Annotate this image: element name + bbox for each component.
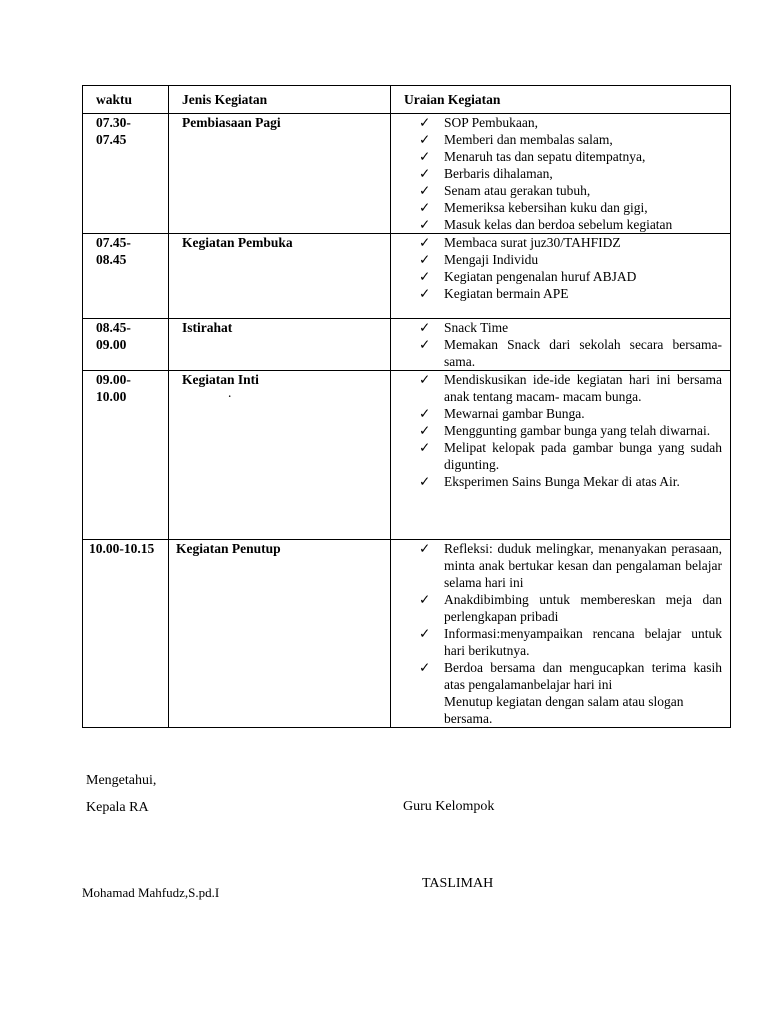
- time-cell: [83, 319, 169, 371]
- list-item: [419, 319, 722, 336]
- activity-list: [419, 371, 722, 490]
- kepala-name: Mohamad Mahfudz,S.pd.I: [82, 885, 220, 900]
- check-icon: ✓: [419, 626, 431, 641]
- time-range: 10.00-10.15: [89, 541, 155, 556]
- list-item-text: Mewarnai gambar Bunga.: [444, 406, 585, 421]
- list-item-text: Membaca surat juz30/TAHFIDZ: [444, 235, 621, 250]
- check-icon: ✓: [419, 372, 431, 387]
- check-icon: ✓: [419, 286, 431, 301]
- list-item-text: Melipat kelopak pada gambar bunga yang sudah digunting.: [444, 440, 722, 472]
- activity-description-cell: [391, 540, 731, 728]
- check-icon: ✓: [419, 541, 431, 556]
- check-icon: ✓: [419, 132, 431, 147]
- activity-list: [419, 114, 722, 233]
- check-icon: ✓: [419, 337, 431, 352]
- list-item: [419, 625, 722, 659]
- header-waktu: waktu: [83, 86, 169, 114]
- time-end: 07.45: [96, 132, 127, 147]
- activity-type-cell: Kegiatan Penutup: [169, 540, 391, 728]
- list-item: [419, 591, 722, 625]
- list-item-text: Memakan Snack dari sekolah secara bersama-sama.: [444, 337, 722, 369]
- list-item: [419, 234, 722, 251]
- table-row: [83, 234, 731, 319]
- check-icon: ✓: [419, 474, 431, 489]
- list-item: [419, 285, 722, 302]
- activity-list: [419, 319, 722, 370]
- list-item: [419, 182, 722, 199]
- list-item: [419, 439, 722, 473]
- activity-type-cell: [169, 371, 391, 540]
- check-icon: ✓: [419, 592, 431, 607]
- closing-note: [419, 693, 722, 727]
- table-row: [83, 114, 731, 234]
- activity-type-cell: Pembiasaan Pagi: [169, 114, 391, 234]
- check-icon: ✓: [419, 269, 431, 284]
- time-end: 10.00: [96, 389, 127, 404]
- list-item-text: SOP Pembukaan,: [444, 115, 538, 130]
- list-item-text: Menaruh tas dan sepatu ditempatnya,: [444, 149, 646, 164]
- activity-type-label: Kegiatan Inti: [182, 372, 259, 387]
- list-item-text: Berbaris dihalaman,: [444, 166, 553, 181]
- list-item-text: Mendiskusikan ide-ide kegiatan hari ini bersama anak tentang macam- macam bunga.: [444, 372, 722, 404]
- list-item: [419, 659, 722, 693]
- mengetahui-label: Mengetahui,: [86, 773, 157, 788]
- list-item-text: Masuk kelas dan berdoa sebelum kegiatan: [444, 217, 673, 232]
- time-start: 09.00-: [96, 372, 131, 387]
- closing-note-text: Menutup kegiatan dengan salam atau slogan bersama.: [444, 694, 684, 726]
- activity-description-cell: [391, 319, 731, 371]
- stray-mark: .: [228, 385, 232, 400]
- activity-description-cell: [391, 234, 731, 319]
- time-start: 07.45-: [96, 235, 131, 250]
- activity-type-cell: Istirahat: [169, 319, 391, 371]
- check-icon: ✓: [419, 440, 431, 455]
- time-start: 08.45-: [96, 320, 131, 335]
- time-cell: [83, 114, 169, 234]
- time-cell: [83, 371, 169, 540]
- check-icon: ✓: [419, 235, 431, 250]
- list-item-text: Snack Time: [444, 320, 509, 335]
- kepala-title: Kepala RA: [86, 800, 149, 815]
- time-end: 08.45: [96, 252, 127, 267]
- list-item-text: Memeriksa kebersihan kuku dan gigi,: [444, 200, 648, 215]
- list-item-text: Informasi:menyampaikan rencana belajar untuk hari berikutnya.: [444, 626, 722, 658]
- list-item: [419, 371, 722, 405]
- activity-type-cell: Kegiatan Pembuka: [169, 234, 391, 319]
- guru-name: TASLIMAH: [422, 876, 494, 891]
- schedule-table: [82, 85, 731, 728]
- list-item: [419, 473, 722, 490]
- list-item-text: Menggunting gambar bunga yang telah diwarnai.: [444, 423, 711, 438]
- activity-description-cell: [391, 371, 731, 540]
- guru-title: Guru Kelompok: [403, 799, 495, 814]
- list-item: [419, 251, 722, 268]
- check-icon: ✓: [419, 423, 431, 438]
- check-icon: ✓: [419, 252, 431, 267]
- header-jenis-kegiatan: Jenis Kegiatan: [169, 86, 391, 114]
- list-item-text: Kegiatan pengenalan huruf ABJAD: [444, 269, 637, 284]
- table-header-row: [83, 86, 731, 114]
- list-item: [419, 114, 722, 131]
- list-item: [419, 216, 722, 233]
- check-icon: ✓: [419, 660, 431, 675]
- time-end: 09.00: [96, 337, 127, 352]
- time-start: 07.30-: [96, 115, 131, 130]
- header-uraian-kegiatan: Uraian Kegiatan: [391, 86, 731, 114]
- check-icon: ✓: [419, 320, 431, 335]
- check-icon: ✓: [419, 200, 431, 215]
- table-row: [83, 540, 731, 728]
- list-item: [419, 131, 722, 148]
- time-cell: [83, 234, 169, 319]
- list-item: [419, 422, 722, 439]
- list-item: [419, 199, 722, 216]
- activity-list: [419, 234, 722, 302]
- list-item: [419, 405, 722, 422]
- time-cell: [83, 540, 169, 728]
- list-item-text: Mengaji Individu: [444, 252, 539, 267]
- list-item: [419, 336, 722, 370]
- list-item-text: Berdoa bersama dan mengucapkan terima kasih atas pengalamanbelajar hari ini: [444, 660, 722, 692]
- list-item-text: Eksperimen Sains Bunga Mekar di atas Air.: [444, 474, 680, 489]
- activity-description-cell: [391, 114, 731, 234]
- list-item-text: Refleksi: duduk melingkar, menanyakan perasaan, minta anak bertukar kesan dan pengalaman belajar selama hari ini: [444, 541, 722, 590]
- check-icon: ✓: [419, 183, 431, 198]
- check-icon: ✓: [419, 166, 431, 181]
- check-icon: ✓: [419, 149, 431, 164]
- list-item-text: Senam atau gerakan tubuh,: [444, 183, 591, 198]
- list-item: [419, 165, 722, 182]
- activity-list: [419, 540, 722, 693]
- table-row: [83, 371, 731, 540]
- list-item: [419, 148, 722, 165]
- list-item-text: Memberi dan membalas salam,: [444, 132, 613, 147]
- check-icon: ✓: [419, 115, 431, 130]
- list-item-text: Anakdibimbing untuk membereskan meja dan perlengkapan pribadi: [444, 592, 722, 624]
- table-row: [83, 319, 731, 371]
- list-item: [419, 268, 722, 285]
- check-icon: ✓: [419, 217, 431, 232]
- list-item: [419, 540, 722, 591]
- list-item-text: Kegiatan bermain APE: [444, 286, 569, 301]
- check-icon: ✓: [419, 406, 431, 421]
